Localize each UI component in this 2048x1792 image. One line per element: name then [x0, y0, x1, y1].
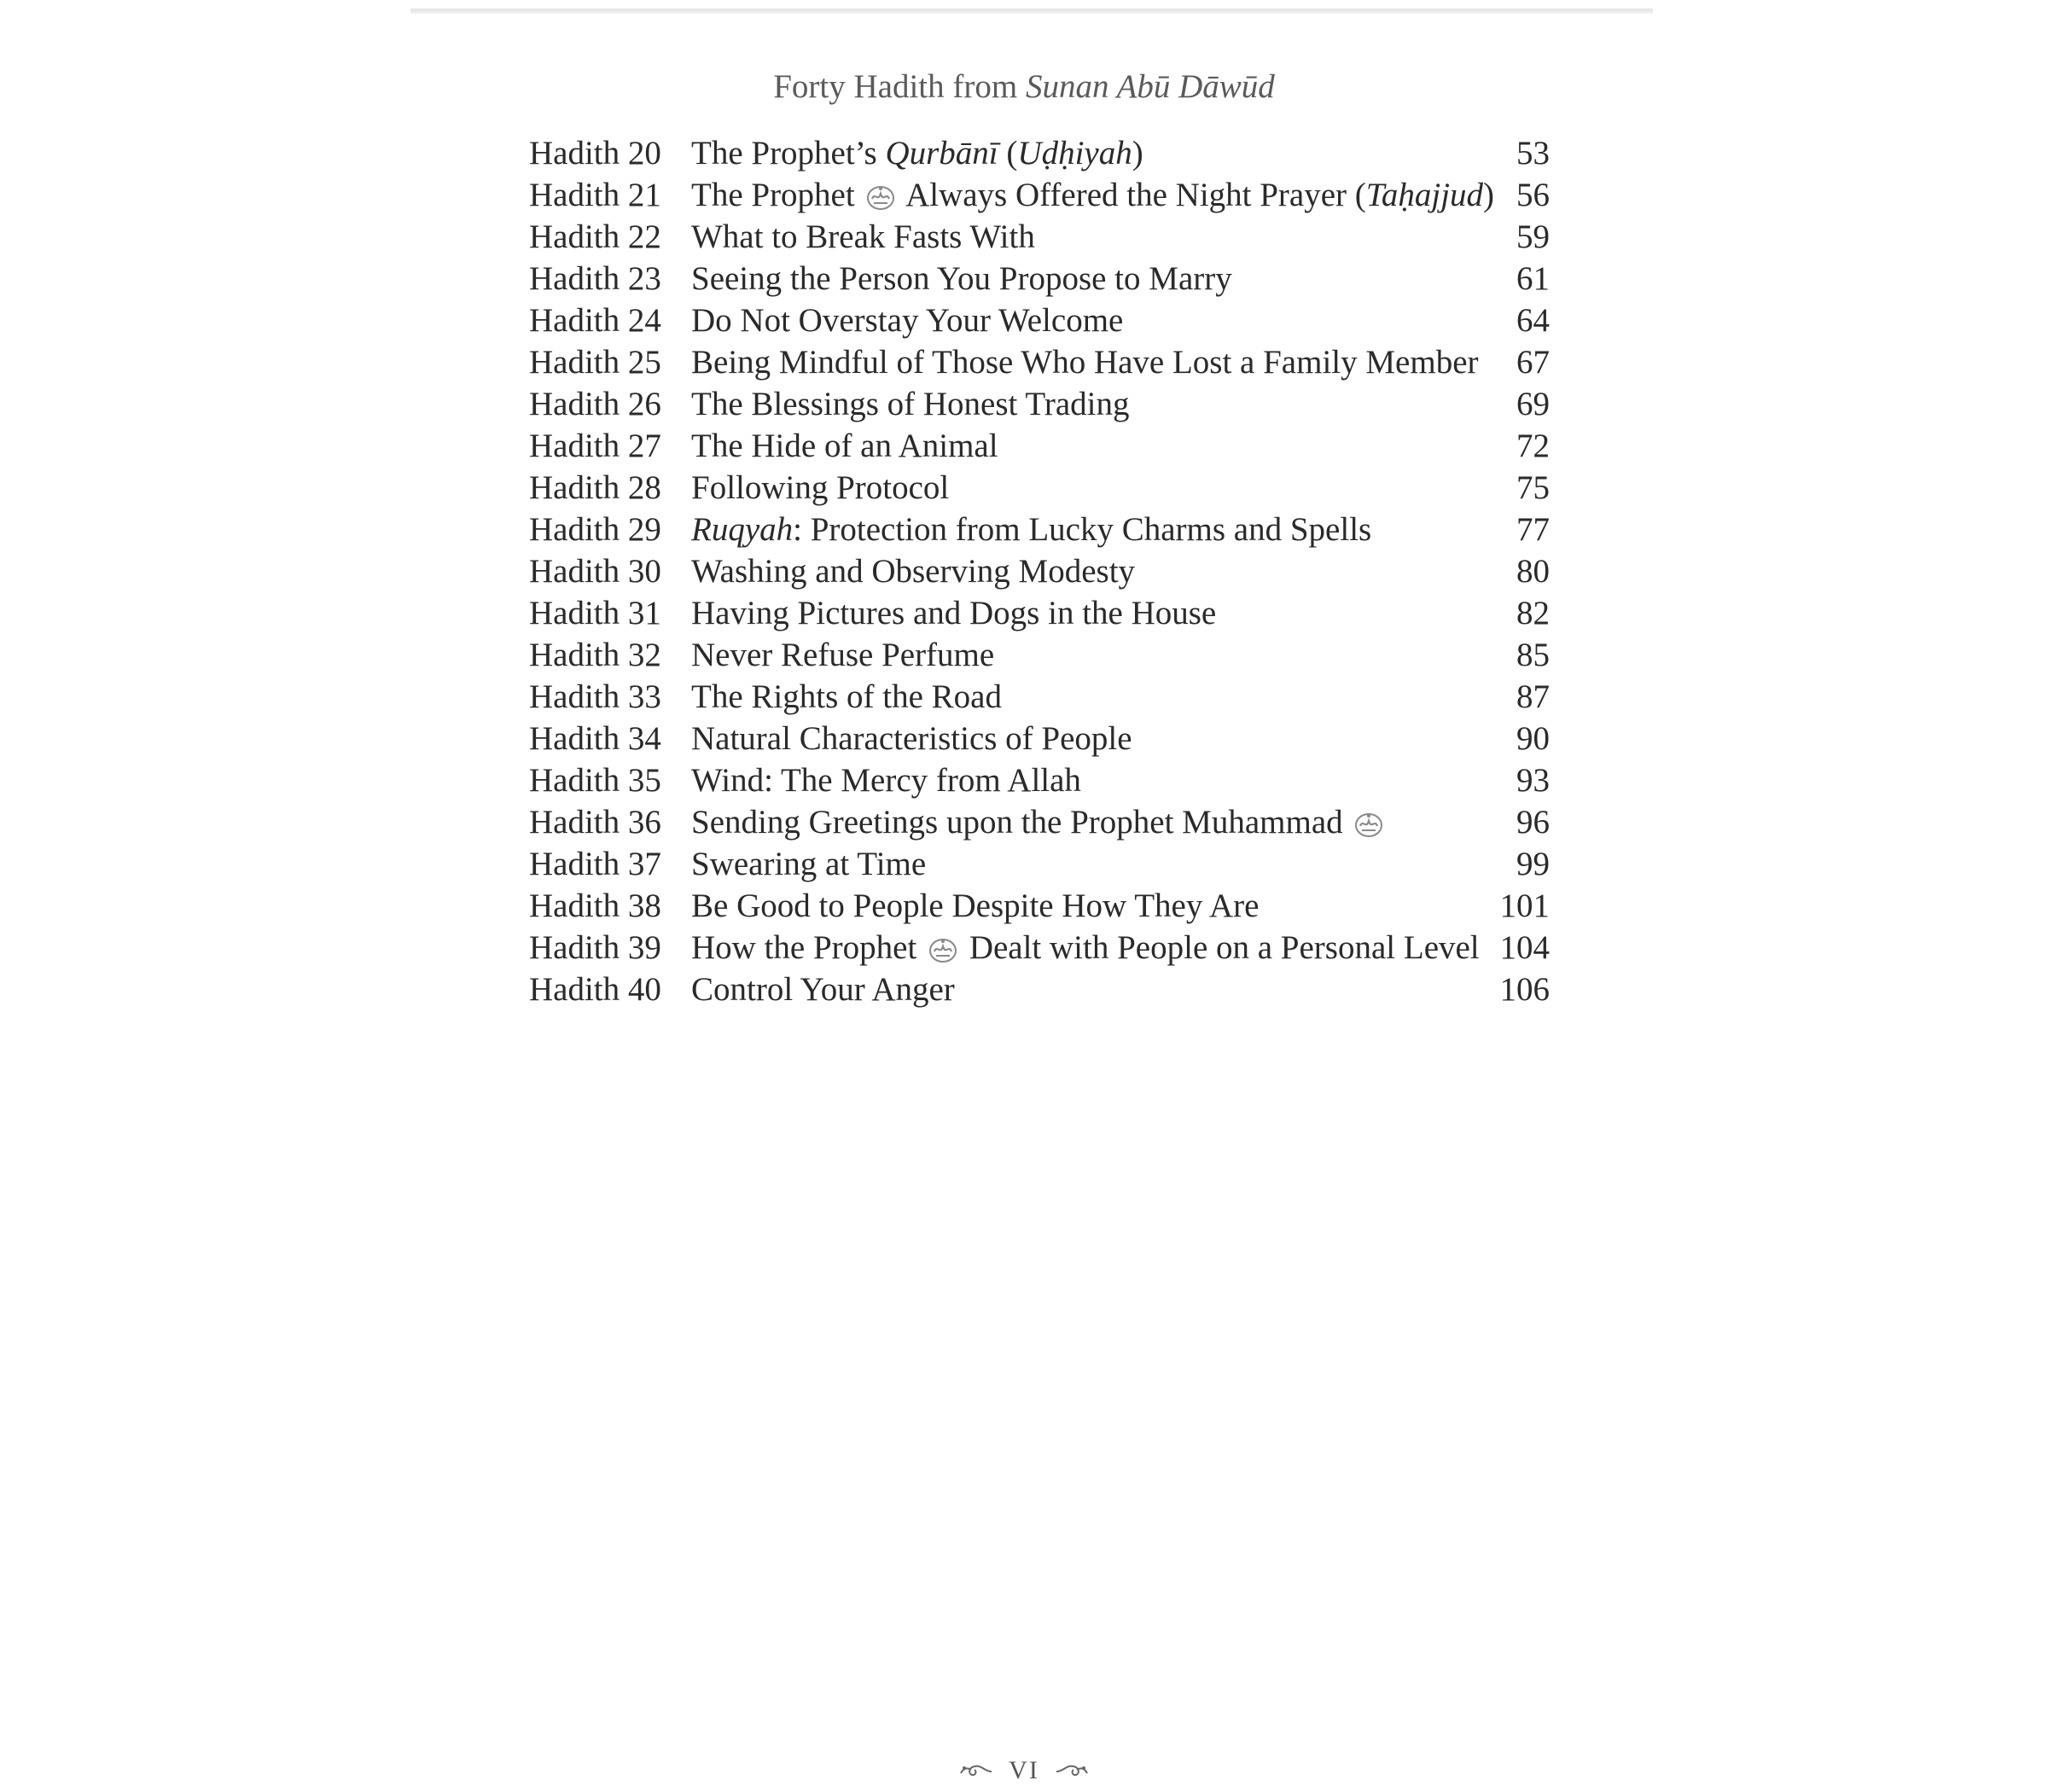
toc-entry	[529, 927, 1550, 969]
toc-entry	[529, 969, 1550, 1010]
toc-entry-page: 61	[1516, 260, 1550, 297]
toc-entry-title	[691, 341, 1479, 383]
toc-entry-number: Hadith 32	[529, 637, 661, 673]
toc-entry-page: 101	[1499, 887, 1550, 924]
toc-entry-page: 90	[1516, 720, 1550, 757]
toc-entry-title	[691, 885, 1259, 927]
left-fleuron-icon	[959, 1755, 993, 1789]
toc-entry-page: 85	[1516, 637, 1550, 673]
toc-entry	[529, 801, 1550, 843]
toc-entry-page: 77	[1516, 511, 1550, 548]
toc-entry-number: Hadith 26	[529, 386, 661, 422]
toc-entry-title-text: Be Good to People Despite How They Are	[691, 887, 1260, 924]
table-of-contents	[529, 132, 1550, 1010]
toc-entry-title	[691, 969, 955, 1010]
toc-entry-number: Hadith 20	[529, 135, 661, 172]
toc-entry-number: Hadith 23	[529, 260, 661, 297]
toc-entry-title	[691, 300, 1123, 341]
toc-entry-title-text: How the Prophet	[691, 929, 926, 966]
toc-entry	[529, 592, 1550, 634]
salawat-icon	[928, 932, 957, 974]
toc-entry	[529, 759, 1550, 801]
toc-entry-title-text: The Rights of the Road	[691, 678, 1002, 715]
toc-entry-title-text: The Hide of an Animal	[691, 428, 998, 464]
toc-entry-number: Hadith 33	[529, 678, 661, 715]
toc-entry-page: 99	[1516, 846, 1550, 882]
toc-entry-page: 87	[1516, 678, 1550, 715]
toc-entry-number: Hadith 38	[529, 887, 661, 924]
toc-entry-title	[691, 676, 1002, 718]
toc-entry	[529, 843, 1550, 885]
toc-entry-title-text: The Blessings of Honest Trading	[691, 386, 1130, 422]
toc-entry-number: Hadith 25	[529, 344, 661, 381]
toc-entry-title	[691, 425, 998, 467]
toc-entry-title	[691, 634, 994, 676]
toc-entry-number: Hadith 30	[529, 553, 661, 590]
toc-entry-page: 59	[1516, 218, 1550, 255]
toc-entry-title-text: )	[1483, 177, 1495, 213]
toc-entry-title-text: Dealt with People on a Personal Level	[961, 929, 1480, 966]
toc-entry-number: Hadith 39	[529, 929, 661, 966]
toc-entry	[529, 383, 1550, 425]
toc-entry-page: 64	[1516, 302, 1550, 339]
salawat-icon	[866, 179, 895, 221]
toc-entry-title	[691, 550, 1135, 592]
toc-entry-page: 104	[1499, 929, 1550, 966]
toc-entry-page: 67	[1516, 344, 1550, 381]
toc-entry	[529, 216, 1550, 258]
toc-entry	[529, 676, 1550, 718]
toc-entry-title-text: Having Pictures and Dogs in the House	[691, 595, 1217, 631]
toc-entry-title-text: Ruqyah	[691, 511, 794, 548]
toc-entry-page: 93	[1516, 762, 1550, 799]
toc-entry	[529, 718, 1550, 759]
salawat-icon	[1354, 806, 1383, 848]
toc-entry	[529, 341, 1550, 383]
toc-entry-page: 80	[1516, 553, 1550, 590]
toc-entry-page: 82	[1516, 595, 1550, 631]
toc-entry	[529, 132, 1550, 174]
toc-entry-title-text: Qurbānī	[885, 135, 998, 172]
toc-entry-title	[691, 592, 1216, 634]
toc-entry-number: Hadith 24	[529, 302, 661, 339]
toc-entry-title-text: Natural Characteristics of People	[691, 720, 1132, 757]
toc-entry-number: Hadith 40	[529, 971, 661, 1008]
toc-entry-page: 53	[1516, 135, 1550, 172]
toc-entry-title	[691, 383, 1130, 425]
toc-entry	[529, 885, 1550, 927]
toc-entry	[529, 258, 1550, 300]
toc-entry-title-text: Wind: The Mercy from Allah	[691, 762, 1081, 799]
toc-entry	[529, 300, 1550, 341]
toc-entry-title-text: Swearing at Time	[691, 846, 927, 882]
toc-entry-title	[691, 467, 949, 509]
toc-entry	[529, 550, 1550, 592]
toc-entry-page: 72	[1516, 428, 1550, 464]
toc-entry-number: Hadith 21	[529, 177, 661, 213]
toc-entry-page: 56	[1516, 177, 1550, 213]
toc-entry-number: Hadith 28	[529, 469, 661, 506]
toc-entry-title-text: )	[1132, 135, 1143, 172]
page-footer	[0, 1754, 2048, 1789]
toc-entry-number: Hadith 35	[529, 762, 661, 799]
toc-entry-title-text: Seeing the Person You Propose to Marry	[691, 260, 1232, 297]
toc-entry-title	[691, 843, 926, 885]
running-header-prefix: Forty Hadith from	[773, 68, 1026, 105]
toc-entry-title-text: Do Not Overstay Your Welcome	[691, 302, 1124, 339]
toc-entry-title-text: (	[998, 135, 1018, 172]
running-header-book-title: Sunan Abū Dāwūd	[1025, 68, 1275, 105]
toc-entry-page: 69	[1516, 386, 1550, 422]
toc-entry-title-text: Always Offered the Night Prayer (	[899, 177, 1366, 213]
toc-entry-title	[691, 759, 1081, 801]
toc-entry	[529, 467, 1550, 509]
toc-entry-title	[691, 132, 1143, 174]
toc-entry-title-text: Taḥajjud	[1365, 177, 1484, 213]
toc-entry-number: Hadith 29	[529, 511, 661, 548]
page-number: VI	[1009, 1756, 1039, 1784]
toc-entry-title	[691, 509, 1371, 550]
toc-entry	[529, 425, 1550, 467]
toc-entry-title	[691, 174, 1494, 221]
toc-entry-title	[691, 801, 1387, 848]
right-fleuron-icon	[1055, 1755, 1089, 1789]
toc-entry-title	[691, 927, 1480, 974]
toc-entry-title-text: Never Refuse Perfume	[691, 637, 995, 673]
toc-entry-number: Hadith 34	[529, 720, 661, 757]
toc-entry-title-text: Washing and Observing Modesty	[691, 553, 1136, 590]
toc-entry-number: Hadith 37	[529, 846, 661, 882]
toc-entry-page: 75	[1516, 469, 1550, 506]
toc-entry-title-text: The Prophet’s	[691, 135, 886, 172]
toc-entry-title-text: Sending Greetings upon the Prophet Muhammad	[691, 804, 1352, 841]
toc-entry-page: 106	[1499, 971, 1550, 1008]
top-rule	[410, 9, 1653, 14]
toc-entry-title-text: Following Protocol	[691, 469, 950, 506]
toc-entry-title-text: The Prophet	[691, 177, 864, 213]
toc-entry-title	[691, 718, 1132, 759]
toc-entry	[529, 174, 1550, 216]
toc-entry-title-text: What to Break Fasts With	[691, 218, 1035, 255]
toc-entry-title	[691, 216, 1035, 258]
running-header	[0, 65, 2048, 109]
toc-entry-page: 96	[1516, 804, 1550, 841]
toc-entry-number: Hadith 22	[529, 218, 661, 255]
toc-entry-title	[691, 258, 1232, 300]
toc-entry-title-text: : Protection from Lucky Charms and Spells	[793, 511, 1372, 548]
toc-entry-number: Hadith 31	[529, 595, 661, 631]
toc-entry-title-text: Control Your Anger	[691, 971, 955, 1008]
toc-entry-title-text: Being Mindful of Those Who Have Lost a Family Member	[691, 344, 1479, 381]
toc-entry-number: Hadith 36	[529, 804, 661, 841]
toc-entry	[529, 634, 1550, 676]
toc-entry-number: Hadith 27	[529, 428, 661, 464]
toc-entry	[529, 509, 1550, 550]
toc-entry-title-text: Uḍḥiyah	[1017, 135, 1132, 172]
